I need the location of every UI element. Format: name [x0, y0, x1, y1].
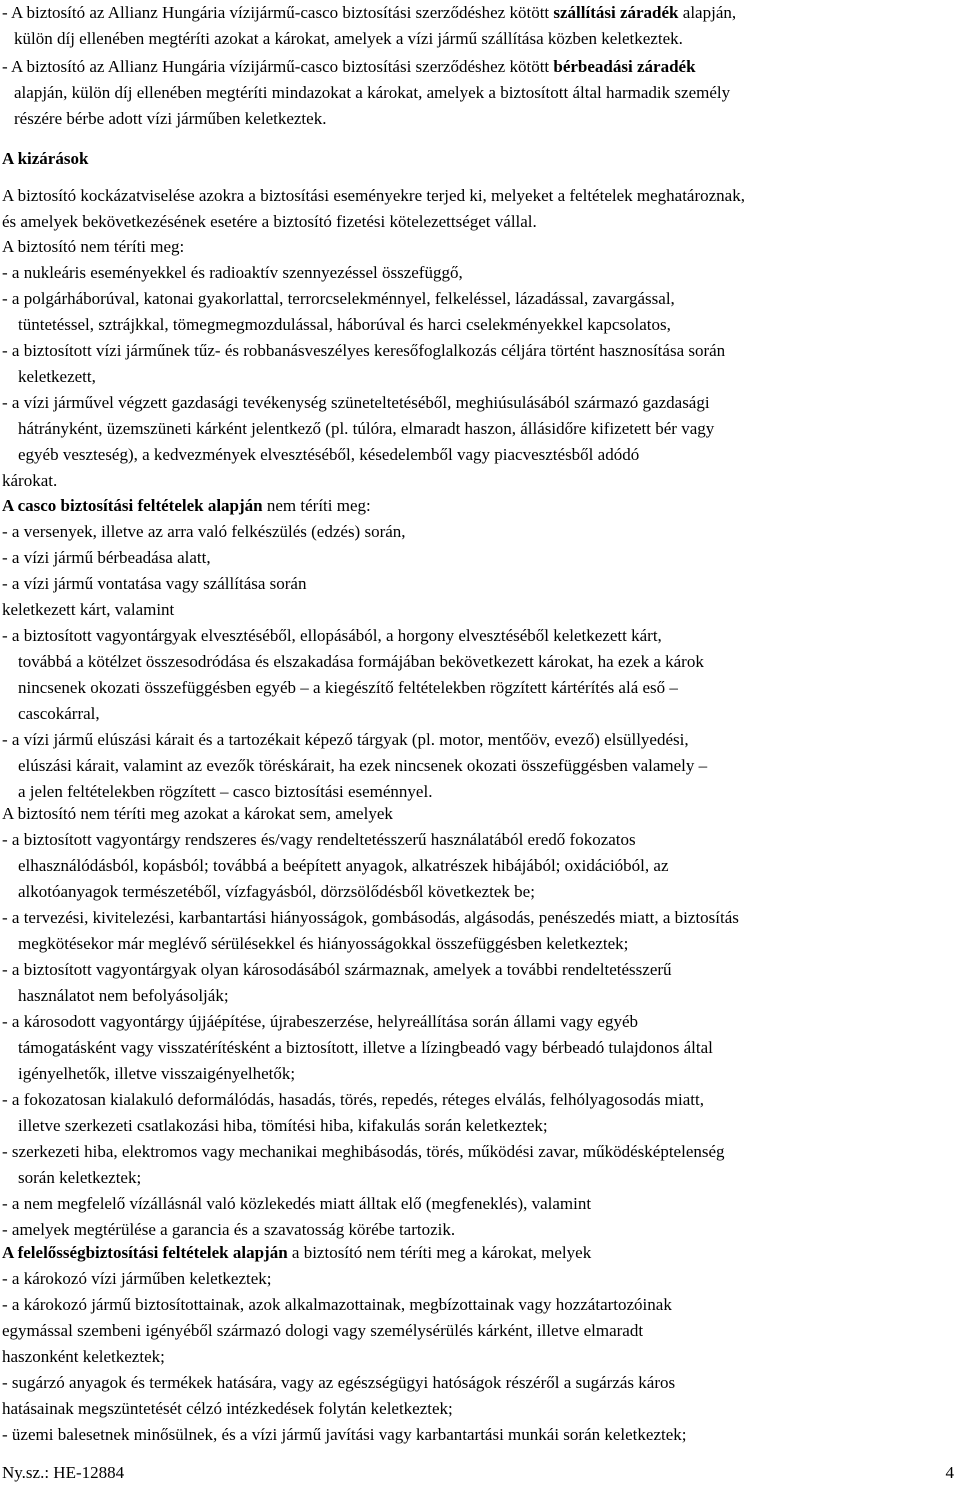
- list-item-cont: igényelhetők, illetve visszaigényelhetők;: [18, 1064, 296, 1083]
- list-item-cont: továbbá a kötélzet összesodródása és elszakadása formájában bekövetkezett károkat, ha ezek a károk: [18, 652, 704, 671]
- list-additional-exclusions: [2, 801, 954, 1243]
- list-item: - a biztosított vagyontárgyak elvesztéséből, ellopásából, a horgony elvesztéséből keletkezett kárt,: [2, 626, 662, 645]
- list-item: - a tervezési, kivitelezési, karbantartási hiányosságok, gombásodás, algásodás, penészedés miatt, a biztosítás: [2, 908, 739, 927]
- list-item-cont: a jelen feltételekben rögzített – casco biztosítási eseménnyel.: [18, 782, 433, 801]
- list-item-cont: támogatásként vagy visszatérítésként a biztosított, illetve a lízingbeadó vagy bérbeadó tulajdonos által: [18, 1038, 713, 1057]
- list-item: - a polgárháborúval, katonai gyakorlattal, terrorcselekménnyel, felkeléssel, lázadással, zavargással,: [2, 289, 675, 308]
- list-item-cont: haszonként keletkeztek;: [2, 1347, 165, 1366]
- list-item: - a károsodott vagyontárgy újjáépítése, újrabeszerzése, helyreállítása során állami vagy egyéb: [2, 1012, 638, 1031]
- list-intro: A biztosító nem téríti meg azokat a károkat sem, amelyek: [2, 804, 393, 823]
- list-item: - sugárzó anyagok és termékek hatására, vagy az egészségügyi hatóságok részéről a sugárzás káros: [2, 1373, 676, 1392]
- list-item: - a vízi jármű elúszási kárait és a tartozékait képező tárgyak (pl. motor, mentőöv, evező) elsüllyedési,: [2, 730, 689, 749]
- list-item: - a nem megfelelő vízállásnál való közlekedés miatt álltak elő (megfeneklés), valamint: [2, 1194, 592, 1213]
- document-id: Ny.sz.: HE-12884: [2, 1463, 125, 1482]
- list-item: - a biztosított vagyontárgyak olyan károsodásából származnak, amelyek a további rendeltetésszerű: [2, 960, 672, 979]
- text-line: A biztosító kockázatviselése azokra a biztosítási eseményekre terjed ki, melyeket a feltételek meghatároznak,: [2, 186, 745, 205]
- list-item: - a biztosított vízi járműnek tűz- és robbanásveszélyes keresőfoglalkozás céljára történt hasznosítása során: [2, 341, 726, 360]
- list-item-cont: hátrányként, üzemszüneti kárként jelentkező (pl. túlóra, elmaradt haszon, állásidőre kifizetett bér vagy: [18, 419, 715, 438]
- paragraph-transport-clause: [2, 0, 954, 52]
- page-number: 4: [945, 1463, 954, 1482]
- paragraph-intro: [2, 183, 954, 235]
- list-item: - a nukleáris eseményekkel és radioaktív szennyezéssel összefüggő,: [2, 263, 463, 282]
- bold-term: szállítási záradék: [553, 3, 679, 22]
- list-item-cont: alkotóanyagok természetéből, vízfagyásból, dörzsölődésből következtek be;: [18, 882, 535, 901]
- list-item-cont: hatásainak megszüntetését célzó intézkedések folytán keletkeztek;: [2, 1399, 453, 1418]
- list-item: - amelyek megtérülése a garancia és a szavatosság körébe tartozik.: [2, 1220, 456, 1239]
- list-intro: A biztosító nem téríti meg:: [2, 237, 185, 256]
- list-item-cont: károkat.: [2, 471, 58, 490]
- list-item-cont: illetve szerkezeti csatlakozási hiba, tömítési hiba, kifakulás során keletkeztek;: [18, 1116, 548, 1135]
- list-item-cont: használatot nem befolyásolják;: [18, 986, 229, 1005]
- list-item: - a vízi jármű vontatása vagy szállítása során: [2, 574, 307, 593]
- list-item-cont: elhasználódásból, kopásból; továbbá a beépített anyagok, alkatrészek hibájából; oxidációból, az: [18, 856, 669, 875]
- list-item: - a biztosított vagyontárgy rendszeres és/vagy rendeltetésszerű használatából eredő fokozatos: [2, 830, 636, 849]
- paragraph-rental-clause: [2, 54, 954, 132]
- list-intro: A felelősségbiztosítási feltételek alapján a biztosító nem téríti meg a károkat, melyek: [2, 1243, 592, 1262]
- list-item: - a vízi jármű bérbeadása alatt,: [2, 548, 211, 567]
- text-line: alapján, külön díj ellenében megtéríti mindazokat a károkat, amelyek a biztosított által harmadik személy: [14, 83, 731, 102]
- text-line: - A biztosító az Allianz Hungária vízijármű-casco biztosítási szerződéshez kötött bérbeadási záradék: [2, 57, 696, 76]
- bold-term: A felelősségbiztosítási feltételek alapján: [2, 1243, 288, 1262]
- list-item-cont: keletkezett,: [18, 367, 96, 386]
- list-item-cont: elúszási kárait, valamint az evezők töréskárait, ha ezek nincsenek okozati összefüggésben valamely –: [18, 756, 708, 775]
- list-item: - a vízi járművel végzett gazdasági tevékenység szüneteltetéséből, meghiúsulásából származó gazdasági: [2, 393, 710, 412]
- page-footer: [2, 1460, 954, 1486]
- text-line: - A biztosító az Allianz Hungária vízijármű-casco biztosítási szerződéshez kötött szállítási záradék alapján,: [2, 3, 737, 22]
- list-item-cont: egymással szembeni igényéből származó dologi vagy személysérülés kárként, illetve elmaradt: [2, 1321, 644, 1340]
- list-item: keletkezett kárt, valamint: [2, 600, 175, 619]
- list-item-cont: egyéb veszteség), a kedvezmények elvesztéséből, késedelemből vagy piacvesztésből adódó: [18, 445, 640, 464]
- list-item-cont: megkötésekor már meglévő sérülésekkel és hiányosságokkal összefüggésben keletkeztek;: [18, 934, 629, 953]
- list-item: - a fokozatosan kialakuló deformálódás, hasadás, törés, repedés, réteges elválás, felhólyagosodás miatt,: [2, 1090, 704, 1109]
- list-item: - szerkezeti hiba, elektromos vagy mechanikai meghibásodás, törés, működési zavar, működésképtelenség: [2, 1142, 725, 1161]
- list-liability-exclusions: [2, 1240, 954, 1448]
- list-item: - a károkozó jármű biztosítottainak, azok alkalmazottainak, megbízottainak vagy hozzátartozóinak: [2, 1295, 672, 1314]
- list-general-exclusions: [2, 234, 954, 494]
- section-heading: A kizárások: [2, 149, 89, 168]
- bold-term: A casco biztosítási feltételek alapján: [2, 496, 263, 515]
- list-item-cont: tüntetéssel, sztrájkkal, tömegmegmozdulással, háborúval és harci cselekményekkel kapcsolatos,: [18, 315, 671, 334]
- list-item-cont: során keletkeztek;: [18, 1168, 142, 1187]
- list-item: - a versenyek, illetve az arra való felkészülés (edzés) során,: [2, 522, 406, 541]
- list-item: - üzemi balesetnek minősülnek, és a vízi jármű javítási vagy karbantartási munkái során keletkeztek;: [2, 1425, 687, 1444]
- list-item: - a károkozó vízi járműben keletkeztek;: [2, 1269, 272, 1288]
- list-item-cont: cascokárral,: [18, 704, 100, 723]
- text-line: külön díj ellenében megtéríti azokat a károkat, amelyek a vízi jármű szállítása közben keletkeztek.: [14, 29, 683, 48]
- list-intro: A casco biztosítási feltételek alapján nem téríti meg:: [2, 496, 371, 515]
- text-line: és amelyek bekövetkezésének esetére a biztosító fizetési kötelezettséget vállal.: [2, 212, 537, 231]
- list-casco-exclusions: [2, 493, 954, 805]
- list-item-cont: nincsenek okozati összefüggésben egyéb – a kiegészítő feltételekben rögzített kártérítés alá eső –: [18, 678, 678, 697]
- bold-term: bérbeadási záradék: [553, 57, 696, 76]
- text-line: részére bérbe adott vízi járműben keletkeztek.: [14, 109, 327, 128]
